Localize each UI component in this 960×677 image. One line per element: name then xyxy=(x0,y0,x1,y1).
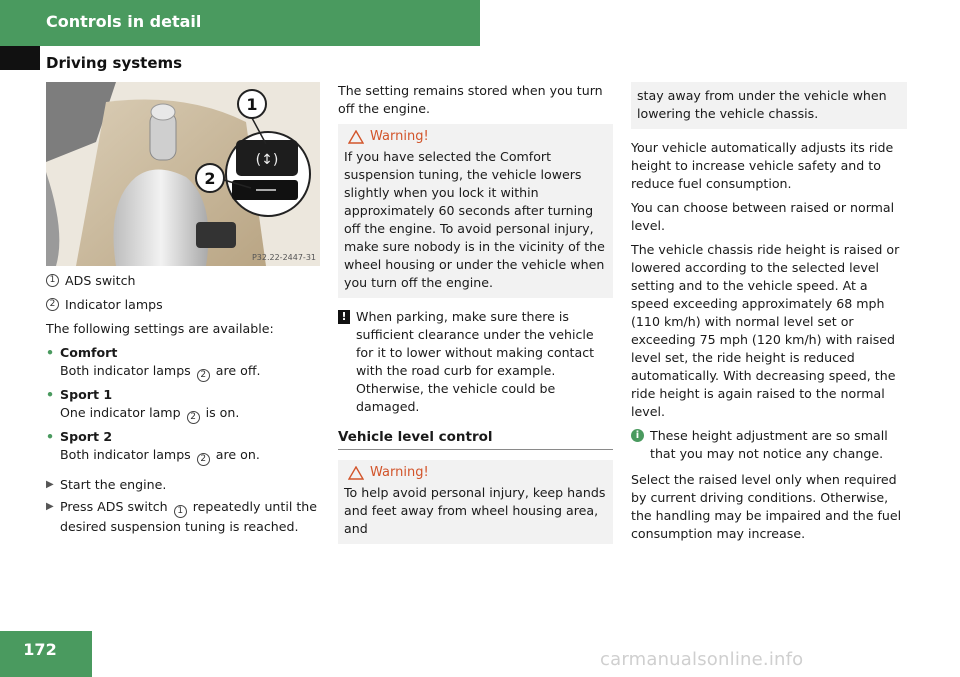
warning-box-continued xyxy=(631,82,907,129)
legend-item xyxy=(46,272,320,290)
page-number: 172 xyxy=(23,640,57,659)
svg-text:(↕): (↕) xyxy=(255,152,279,168)
paragraph: Select the raised level only when required by current driving conditions. Otherwise, the handling may be impaired and the fuel consumption may increase. xyxy=(631,472,902,541)
ads-switch-photo xyxy=(46,82,320,266)
section-title: Driving systems xyxy=(46,54,183,72)
warning-box xyxy=(338,460,613,544)
info-icon: i xyxy=(631,429,644,442)
settings-intro: The following settings are available: xyxy=(46,321,274,336)
legend-item xyxy=(46,296,320,314)
svg-text:2: 2 xyxy=(204,169,216,188)
warning-triangle-icon xyxy=(348,466,364,480)
legend-text: Indicator lamps xyxy=(65,297,163,312)
warning-heading xyxy=(348,128,607,146)
info-note xyxy=(631,427,907,463)
console-illustration xyxy=(46,82,320,266)
column-right xyxy=(631,82,907,549)
instruction-step xyxy=(46,498,320,536)
paragraph: You can choose between raised or normal level. xyxy=(631,200,895,233)
info-text: These height adjustment are so small that you may not notice any change. xyxy=(650,428,888,461)
warning-text: stay away from under the vehicle when lowering the vehicle chassis. xyxy=(637,88,887,121)
setting-desc: are on. xyxy=(215,447,260,462)
step-text: Press ADS switch xyxy=(60,499,168,514)
exclamation-icon: ! xyxy=(338,310,350,324)
column-middle xyxy=(338,82,613,554)
instruction-step xyxy=(46,476,320,494)
bullet-icon: • xyxy=(46,429,55,444)
warning-text: If you have selected the Comfort suspension tuning, the vehicle lowers slightly when you lock it within approximately 60 seconds after turning off the engine. To avoid personal injury, make sure nobody is in the vicinity of the wheel housing or under the vehicle when you turn off the engine. xyxy=(344,149,605,290)
callout-badge: 2 xyxy=(197,369,210,382)
setting-desc: is on. xyxy=(205,405,240,420)
subheading: Vehicle level control xyxy=(338,428,613,450)
setting-name: Sport 2 xyxy=(60,429,113,444)
setting-item xyxy=(46,386,320,424)
warning-heading xyxy=(348,464,607,482)
setting-name: Sport 1 xyxy=(60,387,113,402)
bullet-icon: • xyxy=(46,387,55,402)
paragraph: The setting remains stored when you turn off the engine. xyxy=(338,83,603,116)
notice xyxy=(338,308,613,416)
step-text: repeatedly until the desired suspension tuning is reached. xyxy=(60,499,318,534)
setting-name: Comfort xyxy=(60,345,118,360)
setting-desc: are off. xyxy=(215,363,261,378)
legend-text: ADS switch xyxy=(65,273,136,288)
callout-badge: 2 xyxy=(197,453,210,466)
notice-text: When parking, make sure there is sufficient clearance under the vehicle for it to lower without making contact with the road curb for example. Otherwise, the vehicle could be damaged. xyxy=(356,309,595,414)
warning-title: Warning! xyxy=(370,129,429,144)
watermark: carmanualsonline.info xyxy=(600,649,804,670)
setting-item xyxy=(46,428,320,466)
warning-text: To help avoid personal injury, keep hands and feet away from wheel housing area, and xyxy=(344,485,606,536)
warning-box xyxy=(338,124,613,298)
chapter-title: Controls in detail xyxy=(46,12,202,31)
warning-triangle-icon xyxy=(348,130,364,144)
column-left xyxy=(46,82,320,536)
step-text: Start the engine. xyxy=(60,477,167,492)
warning-title: Warning! xyxy=(370,465,429,480)
callout-badge: 2 xyxy=(46,298,59,311)
step-arrow-icon: ▶ xyxy=(46,479,54,490)
step-arrow-icon: ▶ xyxy=(46,501,54,512)
callout-badge: 1 xyxy=(46,274,59,287)
setting-desc: One indicator lamp xyxy=(60,405,181,420)
bullet-icon: • xyxy=(46,345,55,360)
callout-badge: 1 xyxy=(174,505,187,518)
setting-desc: Both indicator lamps xyxy=(60,363,191,378)
section-marker xyxy=(0,46,40,70)
callout-badge: 2 xyxy=(187,411,200,424)
setting-desc: Both indicator lamps xyxy=(60,447,191,462)
svg-text:1: 1 xyxy=(246,95,258,114)
paragraph: The vehicle chassis ride height is raised or lowered according to the selected level setting and to the vehicle speed. At a speed exceeding approximately 68 mph (110 km/h) with normal level set or exceeding 75 mph (120 km/h) with raised level set, the ride height is reduced automatically. With decreasing speed, the ride height is again raised to the normal level. xyxy=(631,242,900,419)
paragraph: Your vehicle automatically adjusts its ride height to increase vehicle safety and to reduce fuel consumption. xyxy=(631,140,894,191)
setting-item xyxy=(46,344,320,382)
figure-code: P32.22-2447-31 xyxy=(251,253,316,262)
